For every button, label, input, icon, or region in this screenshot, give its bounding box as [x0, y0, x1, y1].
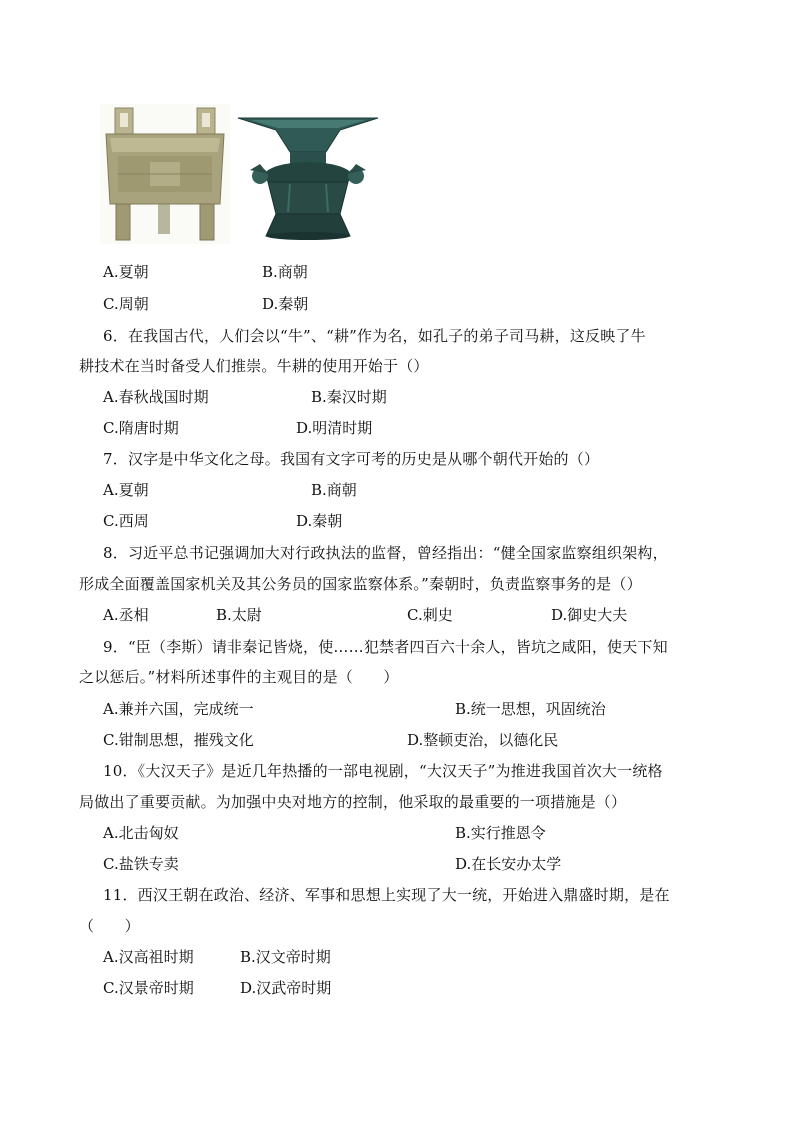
q6-option-c[interactable]: C.隋唐时期: [103, 419, 179, 437]
q8-stem-line1: 8．习近平总书记强调加大对行政执法的监督，曾经指出：“健全国家监察组织架构，: [103, 544, 668, 562]
bronze-vessels-figure: [100, 104, 380, 244]
q9-option-d[interactable]: D.整顿吏治，以德化民: [407, 731, 559, 749]
q9-option-a[interactable]: A.兼并六国，完成统一: [103, 700, 254, 718]
zun-vessel-image: [238, 104, 380, 244]
q11-stem-line1: 11．西汉王朝在政治、经济、军事和思想上实现了大一统，开始进入鼎盛时期，是在: [103, 886, 670, 904]
ding-cauldron-image: [100, 104, 230, 244]
q9-option-b[interactable]: B.统一思想，巩固统治: [455, 700, 606, 718]
q10-option-c[interactable]: C.盐铁专卖: [103, 855, 179, 873]
q6-stem-line2: 耕技术在当时备受人们推崇。牛耕的使用开始于（）: [79, 357, 429, 375]
q8-option-b[interactable]: B.太尉: [216, 606, 262, 624]
q6-stem-line1: 6．在我国古代，人们会以“牛”、“耕”作为名，如孔子的弟子司马耕，这反映了牛: [103, 327, 646, 345]
q11-option-a[interactable]: A.汉高祖时期: [103, 948, 194, 966]
q7-option-a[interactable]: A.夏朝: [103, 481, 149, 499]
q11-option-d[interactable]: D.汉武帝时期: [240, 979, 332, 997]
q11-option-b[interactable]: B.汉文帝时期: [240, 948, 331, 966]
q10-option-d[interactable]: D.在长安办太学: [455, 855, 562, 873]
q6-option-d[interactable]: D.明清时期: [296, 419, 373, 437]
q10-stem-line2: 局做出了重要贡献。为加强中央对地方的控制，他采取的最重要的一项措施是（）: [79, 793, 627, 811]
q11-stem-line2: （ ）: [79, 917, 140, 935]
q6-option-a[interactable]: A.春秋战国时期: [103, 388, 209, 406]
q7-option-c[interactable]: C.西周: [103, 512, 149, 530]
q9-option-c[interactable]: C.钳制思想，摧残文化: [103, 731, 254, 749]
q7-option-b[interactable]: B.商朝: [311, 481, 357, 499]
q5-option-c[interactable]: C.周朝: [103, 295, 149, 313]
q8-option-c[interactable]: C.刺史: [407, 606, 453, 624]
q7-stem-line1: 7．汉字是中华文化之母。我国有文字可考的历史是从哪个朝代开始的（）: [103, 450, 600, 468]
q6-option-b[interactable]: B.秦汉时期: [311, 388, 387, 406]
q10-option-b[interactable]: B.实行推恩令: [455, 824, 546, 842]
q10-option-a[interactable]: A.北击匈奴: [103, 824, 179, 842]
q5-option-d[interactable]: D.秦朝: [262, 295, 309, 313]
q9-stem-line1: 9．“臣（李斯）请非秦记皆烧，使……犯禁者四百六十余人，皆坑之咸阳，使天下知: [103, 638, 668, 656]
q8-option-d[interactable]: D.御史大夫: [551, 606, 628, 624]
q8-option-a[interactable]: A.丞相: [103, 606, 149, 624]
q9-stem-line2: 之以惩后。”材料所述事件的主观目的是（ ）: [79, 668, 399, 686]
q5-option-a[interactable]: A.夏朝: [103, 263, 149, 281]
q10-stem-line1: 10．《大汉天子》是近几年热播的一部电视剧，“大汉天子”为推进我国首次大一统格: [103, 762, 663, 780]
q11-option-c[interactable]: C.汉景帝时期: [103, 979, 194, 997]
q8-stem-line2: 形成全面覆盖国家机关及其公务员的国家监察体系。”秦朝时，负责监察事务的是（）: [79, 575, 642, 593]
q7-option-d[interactable]: D.秦朝: [296, 512, 343, 530]
q5-option-b[interactable]: B.商朝: [262, 263, 308, 281]
